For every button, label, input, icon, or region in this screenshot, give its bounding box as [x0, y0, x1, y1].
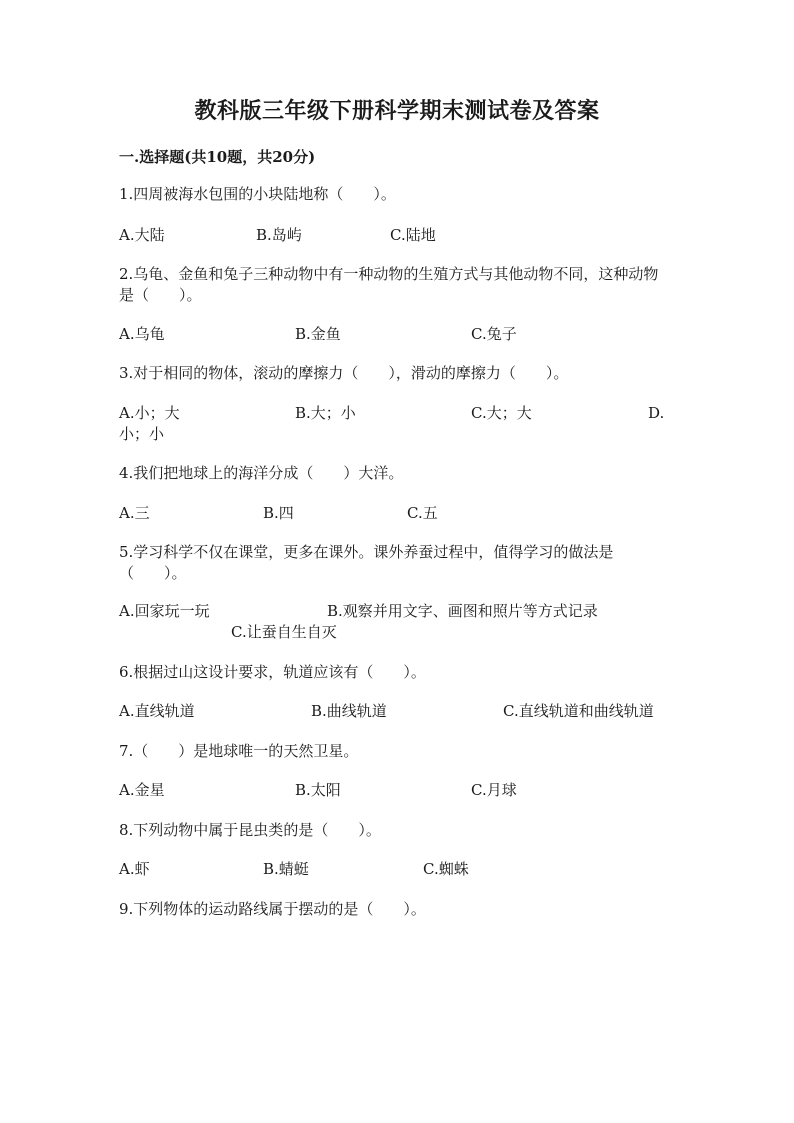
question-3-option-a[interactable]: A.小；大	[119, 404, 180, 422]
question-8-option-c[interactable]: C.蜘蛛	[423, 860, 469, 878]
question-2-options	[119, 324, 667, 345]
section-heading: 一.选择题(共10题，共20分)	[119, 148, 316, 166]
question-5-option-a[interactable]: A.回家玩一玩	[119, 602, 210, 620]
question-3-option-c[interactable]: C.大；大	[471, 404, 532, 422]
question-5-option-b[interactable]: B.观察并用文字、画图和照片等方式记录	[327, 602, 598, 620]
question-7-text: 7.（ ）是地球唯一的天然卫星。	[119, 742, 359, 760]
question-5-option-c[interactable]: C.让蚕自生自灭	[231, 623, 337, 641]
question-2-text: 2.乌龟、金鱼和兔子三种动物中有一种动物的生殖方式与其他动物不同，这种动物是（ ）。	[119, 265, 659, 304]
question-8-option-a[interactable]: A.虾	[119, 860, 150, 878]
question-2-option-c[interactable]: C.兔子	[471, 325, 517, 343]
question-5-options	[119, 601, 667, 643]
question-3-text: 3.对于相同的物体，滚动的摩擦力（ ），滑动的摩擦力（ ）。	[119, 364, 569, 382]
question-4-option-c[interactable]: C.五	[407, 504, 438, 522]
question-6-option-b[interactable]: B.曲线轨道	[311, 702, 387, 720]
question-8-text: 8.下列动物中属于昆虫类的是（ ）。	[119, 821, 381, 839]
question-7-option-a[interactable]: A.金星	[119, 781, 165, 799]
question-7-option-b[interactable]: B.太阳	[295, 781, 341, 799]
question-6-option-c[interactable]: C.直线轨道和曲线轨道	[503, 702, 654, 720]
question-8-options	[119, 859, 667, 880]
question-9-text: 9.下列物体的运动路线属于摆动的是（ ）。	[119, 900, 426, 918]
question-3-option-d-text[interactable]: 小；小	[119, 425, 165, 443]
question-8-option-b[interactable]: B.蜻蜓	[263, 860, 309, 878]
question-3-option-d[interactable]: D.	[648, 404, 665, 422]
question-6-text: 6.根据过山这设计要求，轨道应该有（ ）。	[119, 663, 426, 681]
question-2-option-a[interactable]: A.乌龟	[119, 325, 165, 343]
question-4-options	[119, 503, 667, 524]
question-1-options	[119, 225, 667, 246]
question-4-option-a[interactable]: A.三	[119, 504, 150, 522]
page-title: 教科版三年级下册科学期末测试卷及答案	[194, 98, 600, 124]
question-6-options	[119, 701, 667, 722]
question-3-options	[119, 403, 667, 445]
question-1-option-b[interactable]: B.岛屿	[256, 226, 302, 244]
question-1-text: 1.四周被海水包围的小块陆地称（ ）。	[119, 185, 396, 203]
question-7-option-c[interactable]: C.月球	[471, 781, 517, 799]
question-2-option-b[interactable]: B.金鱼	[295, 325, 341, 343]
question-4-option-b[interactable]: B.四	[263, 504, 294, 522]
question-5-text: 5.学习科学不仅在课堂，更多在课外。课外养蚕过程中，值得学习的做法是（ ）。	[119, 543, 614, 582]
question-4-text: 4.我们把地球上的海洋分成（ ）大洋。	[119, 464, 404, 482]
question-1-option-c[interactable]: C.陆地	[390, 226, 436, 244]
question-6-option-a[interactable]: A.直线轨道	[119, 702, 195, 720]
question-1-option-a[interactable]: A.大陆	[119, 226, 165, 244]
question-7-options	[119, 780, 667, 801]
question-3-option-b[interactable]: B.大；小	[295, 404, 356, 422]
